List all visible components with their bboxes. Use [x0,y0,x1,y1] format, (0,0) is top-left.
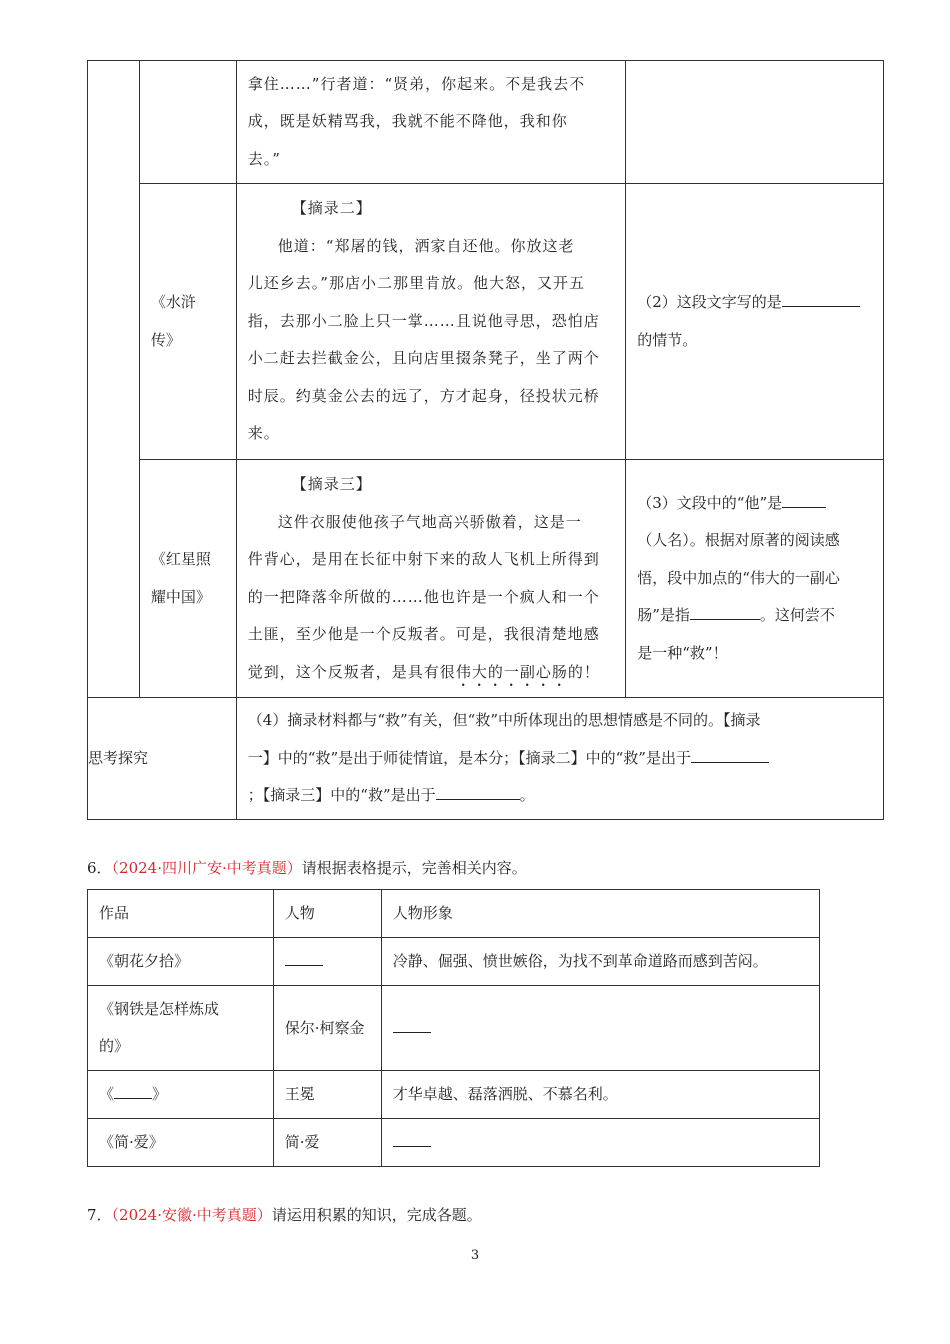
page-number: 3 [470,1248,480,1263]
column-header: 作品 [88,890,274,938]
table-header-row [88,890,820,938]
question-number: 6． [87,859,112,877]
answer-blank[interactable] [436,783,520,801]
question-text: 。这何尝不 [759,606,835,625]
excerpt-line: 时辰。约莫金公去的远了，方才起身，径投状元桥 [247,386,600,405]
work-cell [139,184,236,460]
excerpt-line: 拿住……”行者道：“贤弟，你起来。不是我去不 [247,74,586,93]
excerpt-line: 小二赶去拦截金公，且向店里掇条凳子，坐了两个 [247,349,600,368]
excerpt-text: 的！ [567,662,600,681]
character-cell: 简·爱 [273,1119,381,1167]
excerpt-line: 去。” [247,149,281,168]
question-source: （2024·四川广安·中考真题） [111,859,302,877]
question-text: 一】中的“救”是出于师徒情谊，是本分；【摘录二】中的“救”是出于 [247,748,691,767]
excerpt-two-cell [236,184,625,460]
excerpt-line: 指，去那小二脸上只一掌……且说他寻思，恐怕店 [247,311,600,330]
question-text: 请运用积累的知识，完成各题。 [271,1206,482,1224]
work-cell [88,1071,274,1119]
work-text: 《 [99,1085,115,1103]
work-cell: 《简·爱》 [88,1119,274,1167]
work-cell [139,460,236,698]
question-7-heading [87,1204,482,1225]
work-title-line: 耀中国》 [150,587,211,606]
question-line: （4）摘录材料都与“救”有关，但“救”中所体现出的思想情感是不同的。【摘录 [247,711,761,730]
table-row [88,938,820,986]
image-cell [381,986,819,1071]
table-row [88,460,884,698]
blank-category-cell [88,61,140,698]
answer-blank[interactable] [691,745,769,763]
column-header: 人物 [273,890,381,938]
character-cell [273,938,381,986]
table-row [88,1071,820,1119]
table-row [88,184,884,460]
question-text: （3）文段中的“他”是 [637,493,783,512]
question-text: （2）这段文字写的是 [637,293,782,311]
question-line [637,485,872,523]
table-row [88,61,884,184]
work-cell [139,61,236,184]
excerpt-heading: 【摘录二】 [291,199,372,218]
question-cell [626,460,884,698]
excerpt-line: 来。 [247,424,280,443]
answer-blank[interactable] [782,290,860,308]
work-title-line: 《红星照 [150,550,211,568]
question-6-heading [87,857,527,878]
work-cell [88,986,274,1071]
question-text: 。 [519,786,535,805]
dotted-emphasis-text: 伟大的一副心肠 [455,662,568,681]
question-text: 肠”是指 [637,606,690,625]
image-cell: 才华卓越、磊落洒脱、不慕名利。 [381,1071,819,1119]
excerpt-table [87,60,884,820]
question-cell [236,698,883,820]
excerpt-line: 成，既是妖精骂我，我就不能不降他，我和你 [247,112,568,131]
excerpt-line [248,654,614,692]
question-source: （2024·安徽·中考真题） [111,1206,272,1224]
excerpt-line: 土匪，至少他是一个反叛者。可是，我很清楚地感 [247,625,600,643]
image-cell [381,1119,819,1167]
question-line [248,740,872,778]
work-text: 》 [152,1085,168,1103]
table-row [88,986,820,1071]
answer-blank[interactable] [690,603,760,621]
question-line [248,777,872,815]
label-cell [88,698,237,820]
question-line: 是一种“救”！ [637,643,728,662]
row-label: 思考探究 [88,748,149,767]
excerpt-line: 的一把降落伞所做的……他也许是一个疯人和一个 [247,587,600,606]
character-cell: 王冕 [273,1071,381,1119]
work-line: 《钢铁是怎样炼成 [99,1000,220,1018]
excerpt-line: 儿还乡去。”那店小二那里肯放。他大怒，又开五 [247,274,585,293]
excerpt-text: 觉到，这个反叛者，是具有很 [247,662,456,681]
work-line: 的》 [99,1037,130,1055]
table-row [88,698,884,820]
excerpt-heading: 【摘录三】 [291,475,372,493]
question-cell [626,184,884,460]
excerpt-one-cell [236,61,625,184]
question-line: 悟，段中加点的“伟大的一副心 [637,568,840,587]
question-line: （人名）。根据对原著的阅读感 [637,531,840,550]
question-cell [626,61,884,184]
answer-blank[interactable] [782,490,826,508]
question-line [637,597,872,635]
excerpt-line: 这件衣服使他孩子气地高兴骄傲着，这是一 [277,512,582,531]
question-text: ；【摘录三】中的“救”是出于 [247,786,436,805]
excerpt-line: 件背心，是用在长征中射下来的敌人飞机上所得到 [247,550,600,568]
image-cell: 冷静、倔强、愤世嫉俗，为找不到革命道路而感到苦闷。 [381,938,819,986]
work-title-line: 《水浒 [150,293,196,311]
character-table [87,889,820,1167]
column-header: 人物形象 [381,890,819,938]
work-title-line: 传》 [150,330,181,349]
question-text: 请根据表格提示，完善相关内容。 [301,859,527,877]
question-number: 7． [87,1206,112,1224]
character-cell: 保尔·柯察金 [273,986,381,1071]
answer-blank[interactable] [285,949,323,967]
answer-blank[interactable] [114,1082,152,1100]
excerpt-line: 他道：“郑屠的钱，洒家自还他。你放这老 [277,236,575,255]
excerpt-three-cell [236,460,625,698]
question-line: 的情节。 [637,330,698,349]
answer-blank[interactable] [393,1015,431,1033]
table-row [88,1119,820,1167]
work-cell: 《朝花夕拾》 [88,938,274,986]
question-line [637,284,872,322]
answer-blank[interactable] [393,1130,431,1148]
